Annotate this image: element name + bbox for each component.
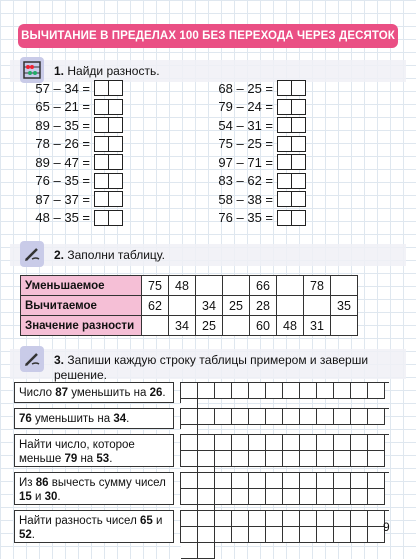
table-cell: 48 [169, 276, 196, 296]
example-expression: 58 – 38 = [218, 191, 273, 207]
answer-boxes[interactable] [277, 99, 305, 115]
answer-boxes[interactable] [277, 117, 305, 133]
table-cell[interactable] [331, 316, 358, 336]
example-expression: 48 – 35 = [35, 210, 90, 226]
table-cell[interactable] [223, 316, 250, 336]
answer-boxes[interactable] [277, 210, 305, 226]
example-expression: 54 – 31 = [218, 117, 273, 133]
table-cell: 25 [196, 316, 223, 336]
row-header: Вычитаемое [21, 296, 142, 316]
row-header: Уменьшаемое [21, 276, 142, 296]
table-cell[interactable] [196, 276, 223, 296]
task2-table [20, 275, 358, 336]
table-row [21, 296, 358, 316]
task3-statement: 76 уменьшить на 34. [14, 408, 174, 429]
example-row [22, 172, 122, 191]
example-row [205, 153, 305, 172]
table-cell[interactable] [142, 316, 169, 336]
row-header: Значение разности [21, 316, 142, 336]
answer-boxes[interactable] [94, 136, 122, 152]
answer-grid[interactable] [180, 434, 389, 467]
pencil-hand-icon [20, 241, 44, 267]
table-cell[interactable] [223, 276, 250, 296]
example-row [22, 153, 122, 172]
table-cell: 28 [250, 296, 277, 316]
example-expression: 68 – 25 = [218, 80, 273, 96]
table-cell[interactable] [331, 276, 358, 296]
example-expression: 87 – 37 = [35, 191, 90, 207]
example-row [22, 209, 122, 228]
example-row [205, 209, 305, 228]
table-cell[interactable] [277, 276, 304, 296]
example-expression: 78 – 26 = [35, 136, 90, 152]
table-cell: 75 [142, 276, 169, 296]
answer-boxes[interactable] [94, 99, 122, 115]
answer-grid[interactable] [180, 382, 389, 403]
example-row [22, 98, 122, 117]
task3-row [14, 510, 392, 543]
task3-statement: Найти разность чисел 65 и 52. [14, 510, 174, 543]
pencil-hand-icon [20, 346, 44, 372]
answer-boxes[interactable] [277, 154, 305, 170]
table-cell: 25 [223, 296, 250, 316]
answer-boxes[interactable] [94, 80, 122, 96]
example-expression: 89 – 35 = [35, 117, 90, 133]
answer-boxes[interactable] [94, 210, 122, 226]
task1-header: 1. Найди разность. [10, 57, 406, 87]
example-expression: 65 – 21 = [35, 99, 90, 115]
example-expression: 76 – 35 = [35, 173, 90, 189]
answer-boxes[interactable] [94, 173, 122, 189]
task1-left-column [22, 79, 122, 227]
example-row [205, 172, 305, 191]
table-cell: 34 [169, 316, 196, 336]
example-row [22, 190, 122, 209]
task1-right-column [205, 79, 305, 227]
table-cell: 62 [142, 296, 169, 316]
table-cell: 66 [250, 276, 277, 296]
answer-boxes[interactable] [277, 173, 305, 189]
task3-row [14, 408, 392, 429]
table-cell[interactable] [277, 296, 304, 316]
answer-boxes[interactable] [277, 136, 305, 152]
task3-row [14, 434, 392, 467]
answer-boxes[interactable] [94, 154, 122, 170]
answer-boxes[interactable] [94, 117, 122, 133]
answer-grid[interactable] [180, 408, 389, 429]
task3-table [14, 382, 392, 548]
example-row [205, 135, 305, 154]
table-cell: 31 [304, 316, 331, 336]
page-title: ВЫЧИТАНИЕ В ПРЕДЕЛАХ 100 БЕЗ ПЕРЕХОДА ЧЕРЕЗ ДЕСЯТОК [18, 24, 398, 48]
task3-row [14, 472, 392, 505]
example-row [205, 190, 305, 209]
example-expression: 75 – 25 = [218, 136, 273, 152]
table-row [21, 276, 358, 296]
task3-row [14, 382, 392, 403]
table-cell[interactable] [304, 296, 331, 316]
example-row [205, 116, 305, 135]
table-cell: 78 [304, 276, 331, 296]
task3-statement: Число 87 уменьшить на 26. [14, 382, 174, 403]
example-expression: 79 – 24 = [218, 99, 273, 115]
table-cell[interactable] [169, 296, 196, 316]
example-expression: 76 – 35 = [218, 210, 273, 226]
example-row [205, 79, 305, 98]
answer-boxes[interactable] [277, 191, 305, 207]
example-row [22, 135, 122, 154]
task2-header: 2. Заполни таблицу. [10, 241, 406, 271]
task3-statement: Из 86 вычесть сумму чисел 15 и 30. [14, 472, 174, 505]
page-number: 9 [383, 520, 390, 534]
example-expression: 89 – 47 = [35, 154, 90, 170]
answer-boxes[interactable] [277, 80, 305, 96]
example-expression: 83 – 62 = [218, 173, 273, 189]
table-row [21, 316, 358, 336]
example-row [22, 79, 122, 98]
example-row [22, 116, 122, 135]
answer-boxes[interactable] [94, 191, 122, 207]
answer-grid[interactable] [180, 510, 389, 543]
task3-header: 3. Запиши каждую строку таблицы примером и заверши решение. [10, 346, 406, 380]
answer-grid[interactable] [180, 472, 389, 505]
table-cell: 60 [250, 316, 277, 336]
example-expression: 97 – 71 = [218, 154, 273, 170]
example-row [205, 98, 305, 117]
example-expression: 57 – 34 = [35, 80, 90, 96]
table-cell: 34 [196, 296, 223, 316]
table-cell: 35 [331, 296, 358, 316]
task3-statement: Найти число, которое меньше 79 на 53. [14, 434, 174, 467]
table-cell: 48 [277, 316, 304, 336]
